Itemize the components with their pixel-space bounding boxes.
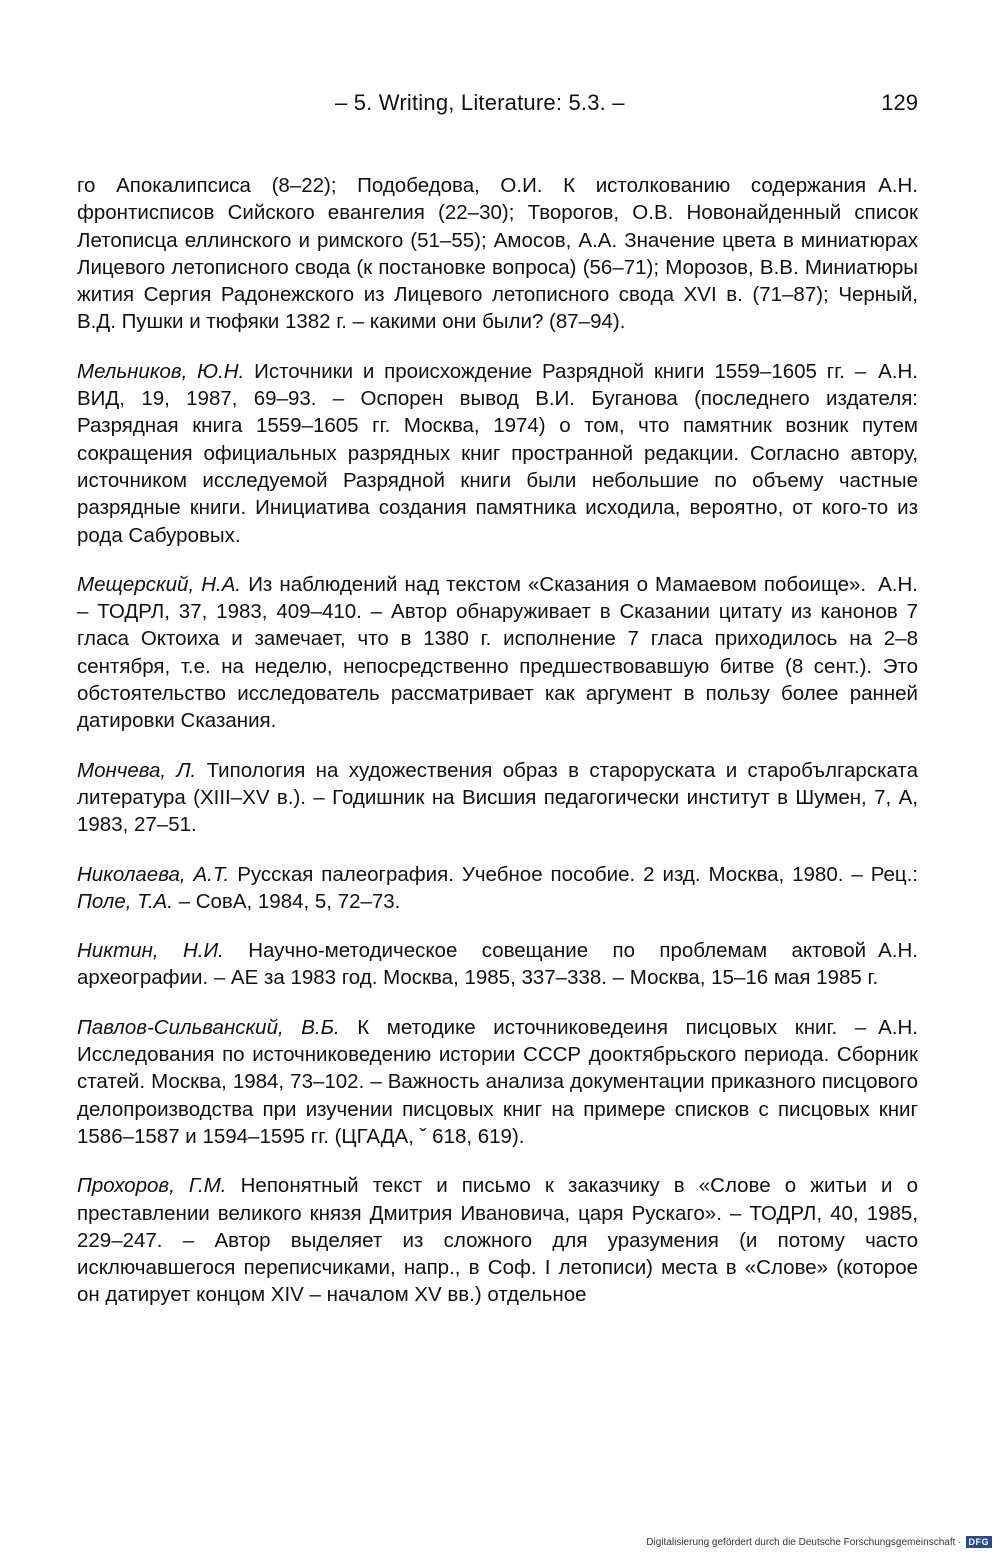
bibliography-entry — [77, 757, 918, 839]
entry-author: Мельников, Ю.Н. — [77, 359, 245, 383]
bibliography-content — [77, 172, 918, 1331]
entry-author: Никтин, Н.И. — [77, 939, 224, 963]
entry-author: Павлов-Сильванский, В.Б. — [77, 1015, 340, 1039]
reviewer-initials: А.Н. — [878, 174, 918, 197]
dfg-logo: DFG — [966, 1536, 993, 1548]
bibliography-entry — [77, 358, 918, 549]
entry-text: го Апокалипсиса (8–22); Подобедова, О.И. К истолкованию содержания фронтисписов Сийского евангелия (22–30); Творогов, О.В. Новонайденный список Летописца еллинского и римского (51–55); Амосов, А.А. Значение цвета в миниатюрах Лицевого летописного свода (к постановке вопроса) (56–71); Морозов, В.В. Миниатюры жития Сергия Радонежского из Лицевого летописного свода XVI в. (71–87); Черный, В.Д. Пушки и тюфяки 1382 г. – какими они были? (87–94). — [77, 174, 918, 334]
entry-text: Типология на художествения образ в староруската и старобългарската литература (XIII–XV в.). – Годишник на Висшия педагогически институт в Шумен, 7, А, 1983, 27–51. — [77, 758, 918, 837]
entry-text: Из наблюдений над текстом «Сказания о Мамаевом побоище». – ТОДРЛ, 37, 1983, 409–410. – Автор обнаруживает в Сказании цитату из канонов 7 гласа Октоиха и замечает, что в 1380 г. исполнение 7 гласа приходилось на 2–8 сентября, т.е. на неделю, непосредственно предшествовавшую битве (8 сент.). Это обстоятельство исследователь рассматривает как аргумент в пользу более ранней датировки Сказания. — [77, 572, 918, 733]
entry-text: Источники и происхождение Разрядной книги 1559–1605 гг. – ВИД, 19, 1987, 69–93. – Оспорен вывод В.И. Буганова (последнего издателя: Разрядная книга 1559–1605 гг. Москва, 1974) о том, что памятник возник путем сокращения официальных разрядных книг пространной редакции. Согласно автору, источником исследуемой Разрядной книги были небольшие по объему частные разрядные книги. Инициатива создания памятника исходила, вероятно, от кого-то из рода Сабуровых. — [77, 359, 918, 547]
bibliography-entry — [77, 172, 918, 336]
entry-author: Николаева, А.Т. — [77, 862, 230, 886]
reviewer-initials: А.Н. — [878, 1015, 918, 1039]
page-header — [0, 90, 1000, 126]
running-head: – 5. Writing, Literature: 5.3. – — [335, 90, 625, 115]
bibliography-entry — [77, 937, 918, 992]
bibliography-entry — [77, 1172, 918, 1308]
entry-text-continued: – СовА, 1984, 5, 72–73. — [172, 889, 401, 913]
entry-author: Мончева, Л. — [77, 758, 197, 782]
entry-author: Мещерский, Н.А. — [77, 572, 242, 596]
reviewer-name: Поле, Т.А. — [77, 889, 173, 913]
bibliography-entry — [77, 571, 918, 735]
entry-text: Русская палеография. Учебное пособие. 2 изд. Москва, 1980. – Рец.: — [229, 862, 918, 886]
bibliography-entry — [77, 1014, 918, 1150]
page-number: 129 — [881, 90, 918, 115]
entry-text: Научно-методическое совещание по проблемам актовой археографии. – АЕ за 1983 год. Москва, 1985, 337–338. – Москва, 15–16 мая 1985 г. — [77, 939, 879, 990]
reviewer-initials: А.Н. — [878, 572, 918, 596]
entry-text: К методике источниковедеиня писцовых книг. – Исследования по источниковедению истории СССР доoктябрьского периода. Сборник статей. Москва, 1984, 73–102. – Важность анализа документации приказного писцового делопроизводства при изучении писцовых книг на примере списков с писцовых книг 1586–1587 и 1594–1595 гг. (ЦГАДА, ˇ 618, 619). — [77, 1015, 918, 1148]
reviewer-initials: А.Н. — [878, 939, 918, 963]
bibliography-entry — [77, 861, 918, 916]
entry-author: Прохоров, Г.М. — [77, 1174, 227, 1198]
entry-text: Непонятный текст и письмо к заказчику в «Слове о житьи и о преставлении великого князя Дмитрия Ивановича, царя Рускаго». – ТОДРЛ, 40, 1985, 229–247. – Автор выделяет из сложного для уразумения (и потому часто исключавшегося переписчиками, напр., в Соф. I летописи) места в «Слове» (которое он датирует концом XIV – началом XV вв.) отдельное — [77, 1174, 918, 1307]
digitization-footer — [646, 1536, 992, 1548]
footer-text: Digitalisierung gefördert durch die Deutsche Forschungsgemeinschaft · — [646, 1536, 962, 1548]
reviewer-initials: А.Н. — [878, 359, 918, 383]
